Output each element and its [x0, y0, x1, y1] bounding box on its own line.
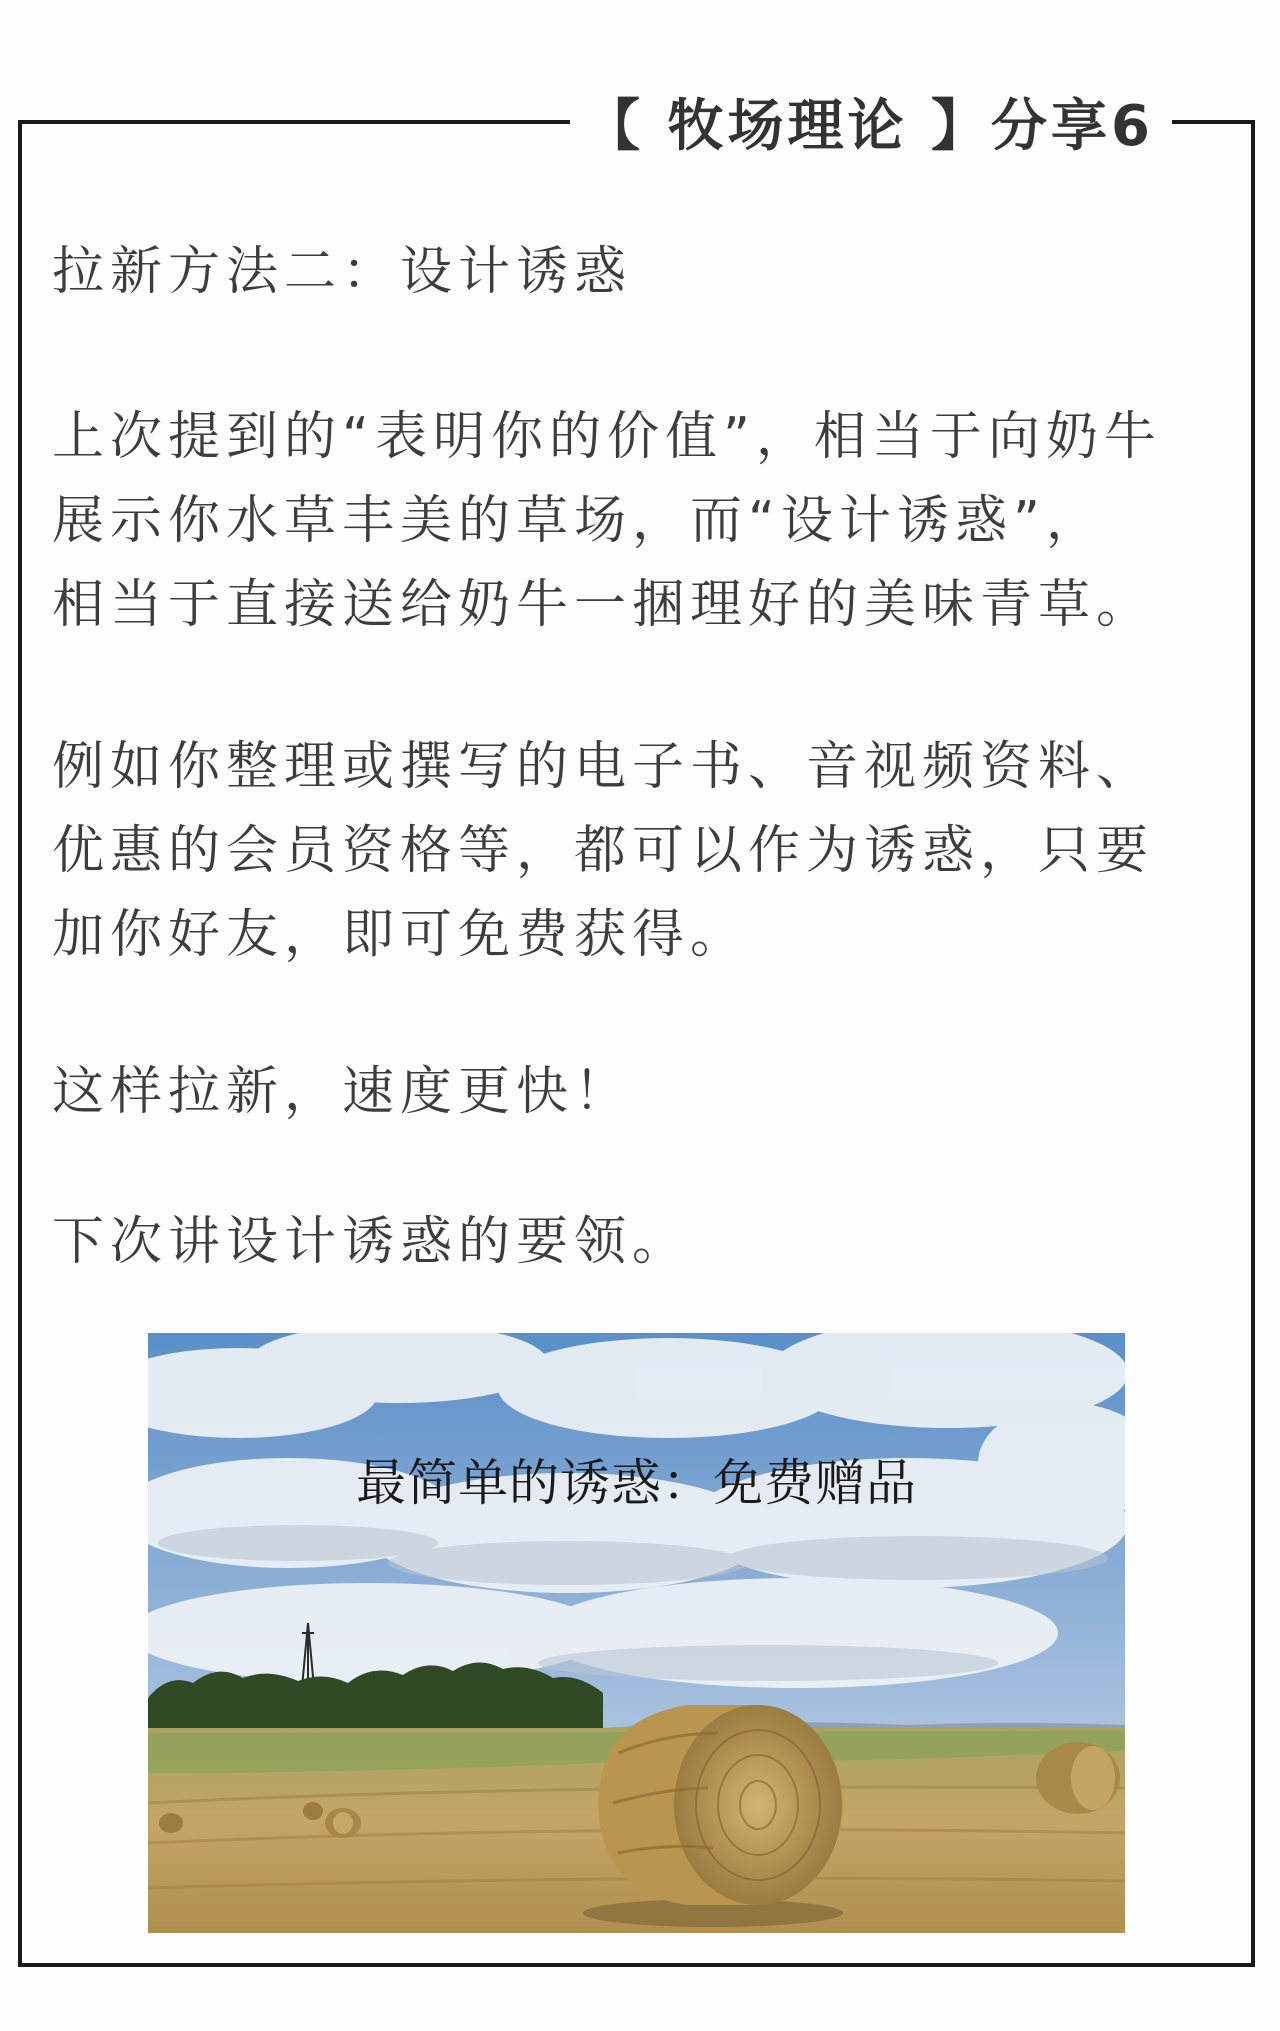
- paragraph-2-line-1: 例如你整理或撰写的电子书、音视频资料、: [52, 737, 1155, 797]
- paragraph-2: [52, 725, 1154, 977]
- paragraph-1-line-2: 展示你水草丰美的草场，而“设计诱惑”，: [52, 491, 1104, 551]
- paragraph-2-line-2: 优惠的会员资格等，都可以作为诱惑，只要: [52, 821, 1155, 881]
- section-heading: 拉新方法二：设计诱惑: [52, 242, 633, 302]
- photo-caption: 最简单的诱惑：免费赠品: [356, 1454, 917, 1512]
- title-banner: [570, 82, 1172, 162]
- paragraph-2-line-3: 加你好友，即可免费获得。: [52, 905, 749, 965]
- paragraph-1: [52, 395, 1162, 647]
- paragraph-3: 这样拉新，速度更快！: [52, 1062, 633, 1122]
- paragraph-1-line-3: 相当于直接送给奶牛一捆理好的美味青草。: [52, 575, 1155, 635]
- paragraph-4: 下次讲设计诱惑的要领。: [52, 1212, 691, 1272]
- hay-field-illustration: [148, 1333, 1125, 1933]
- page-title: 【 牧场理论 】分享6: [584, 94, 1154, 159]
- paragraph-1-line-1: 上次提到的“表明你的价值”，相当于向奶牛: [52, 407, 1162, 467]
- hay-field-photo: [148, 1333, 1125, 1933]
